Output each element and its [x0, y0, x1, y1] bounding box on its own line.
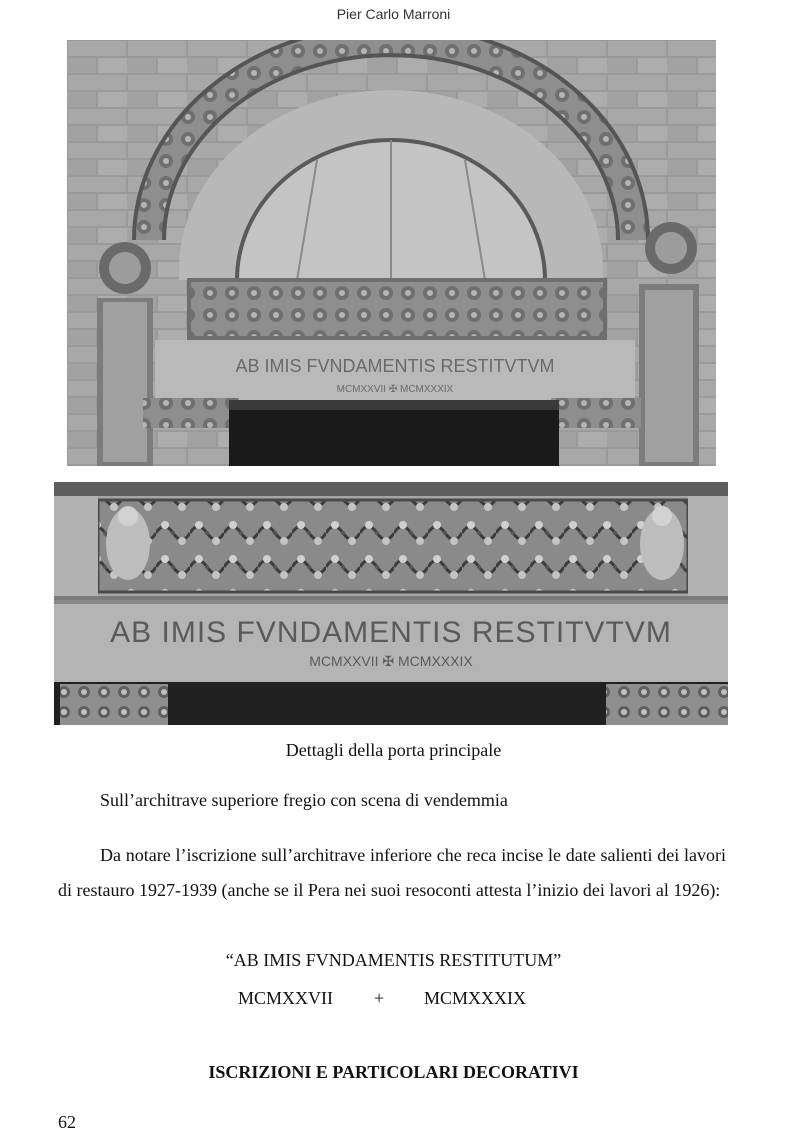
- page-number: 62: [58, 1112, 76, 1132]
- paragraph-inscription: Da notare l’iscrizione sull’architrave inferiore che reca incise le date salienti dei lavori di restauro 1927-1939 (anche se il Pera nei suoi resoconti attesta l’inizio dei lavori al 1926):: [58, 845, 726, 900]
- inscription-text-bottom: AB IMIS FVNDAMENTIS RESTITVTVM: [110, 616, 672, 649]
- date-start: MCMXXVII: [238, 988, 334, 1008]
- section-heading: ISCRIZIONI E PARTICOLARI DECORATIVI: [208, 1062, 579, 1082]
- paragraph-frieze: Sull’architrave superiore fregio con scena di vendemmia: [100, 790, 508, 810]
- lintel-detail-photo: [54, 482, 728, 725]
- date-end: MCMXXXIX: [424, 988, 527, 1008]
- figure-caption: Dettagli della porta principale: [285, 740, 502, 760]
- inscription-dates-bottom: MCMXXVII ✠ MCMXXXIX: [309, 653, 473, 669]
- date-separator: +: [374, 988, 385, 1008]
- portal-arch-photo: [67, 40, 716, 466]
- inscription-dates-top: MCMXXVII ✠ MCMXXXIX: [336, 384, 454, 395]
- inscription-text-top: AB IMIS FVNDAMENTIS RESTITVTVM: [235, 356, 555, 376]
- inscription-quote: “AB IMIS FVNDAMENTIS RESTITUTUM”: [225, 950, 562, 970]
- running-header: Pier Carlo Marroni: [336, 6, 451, 22]
